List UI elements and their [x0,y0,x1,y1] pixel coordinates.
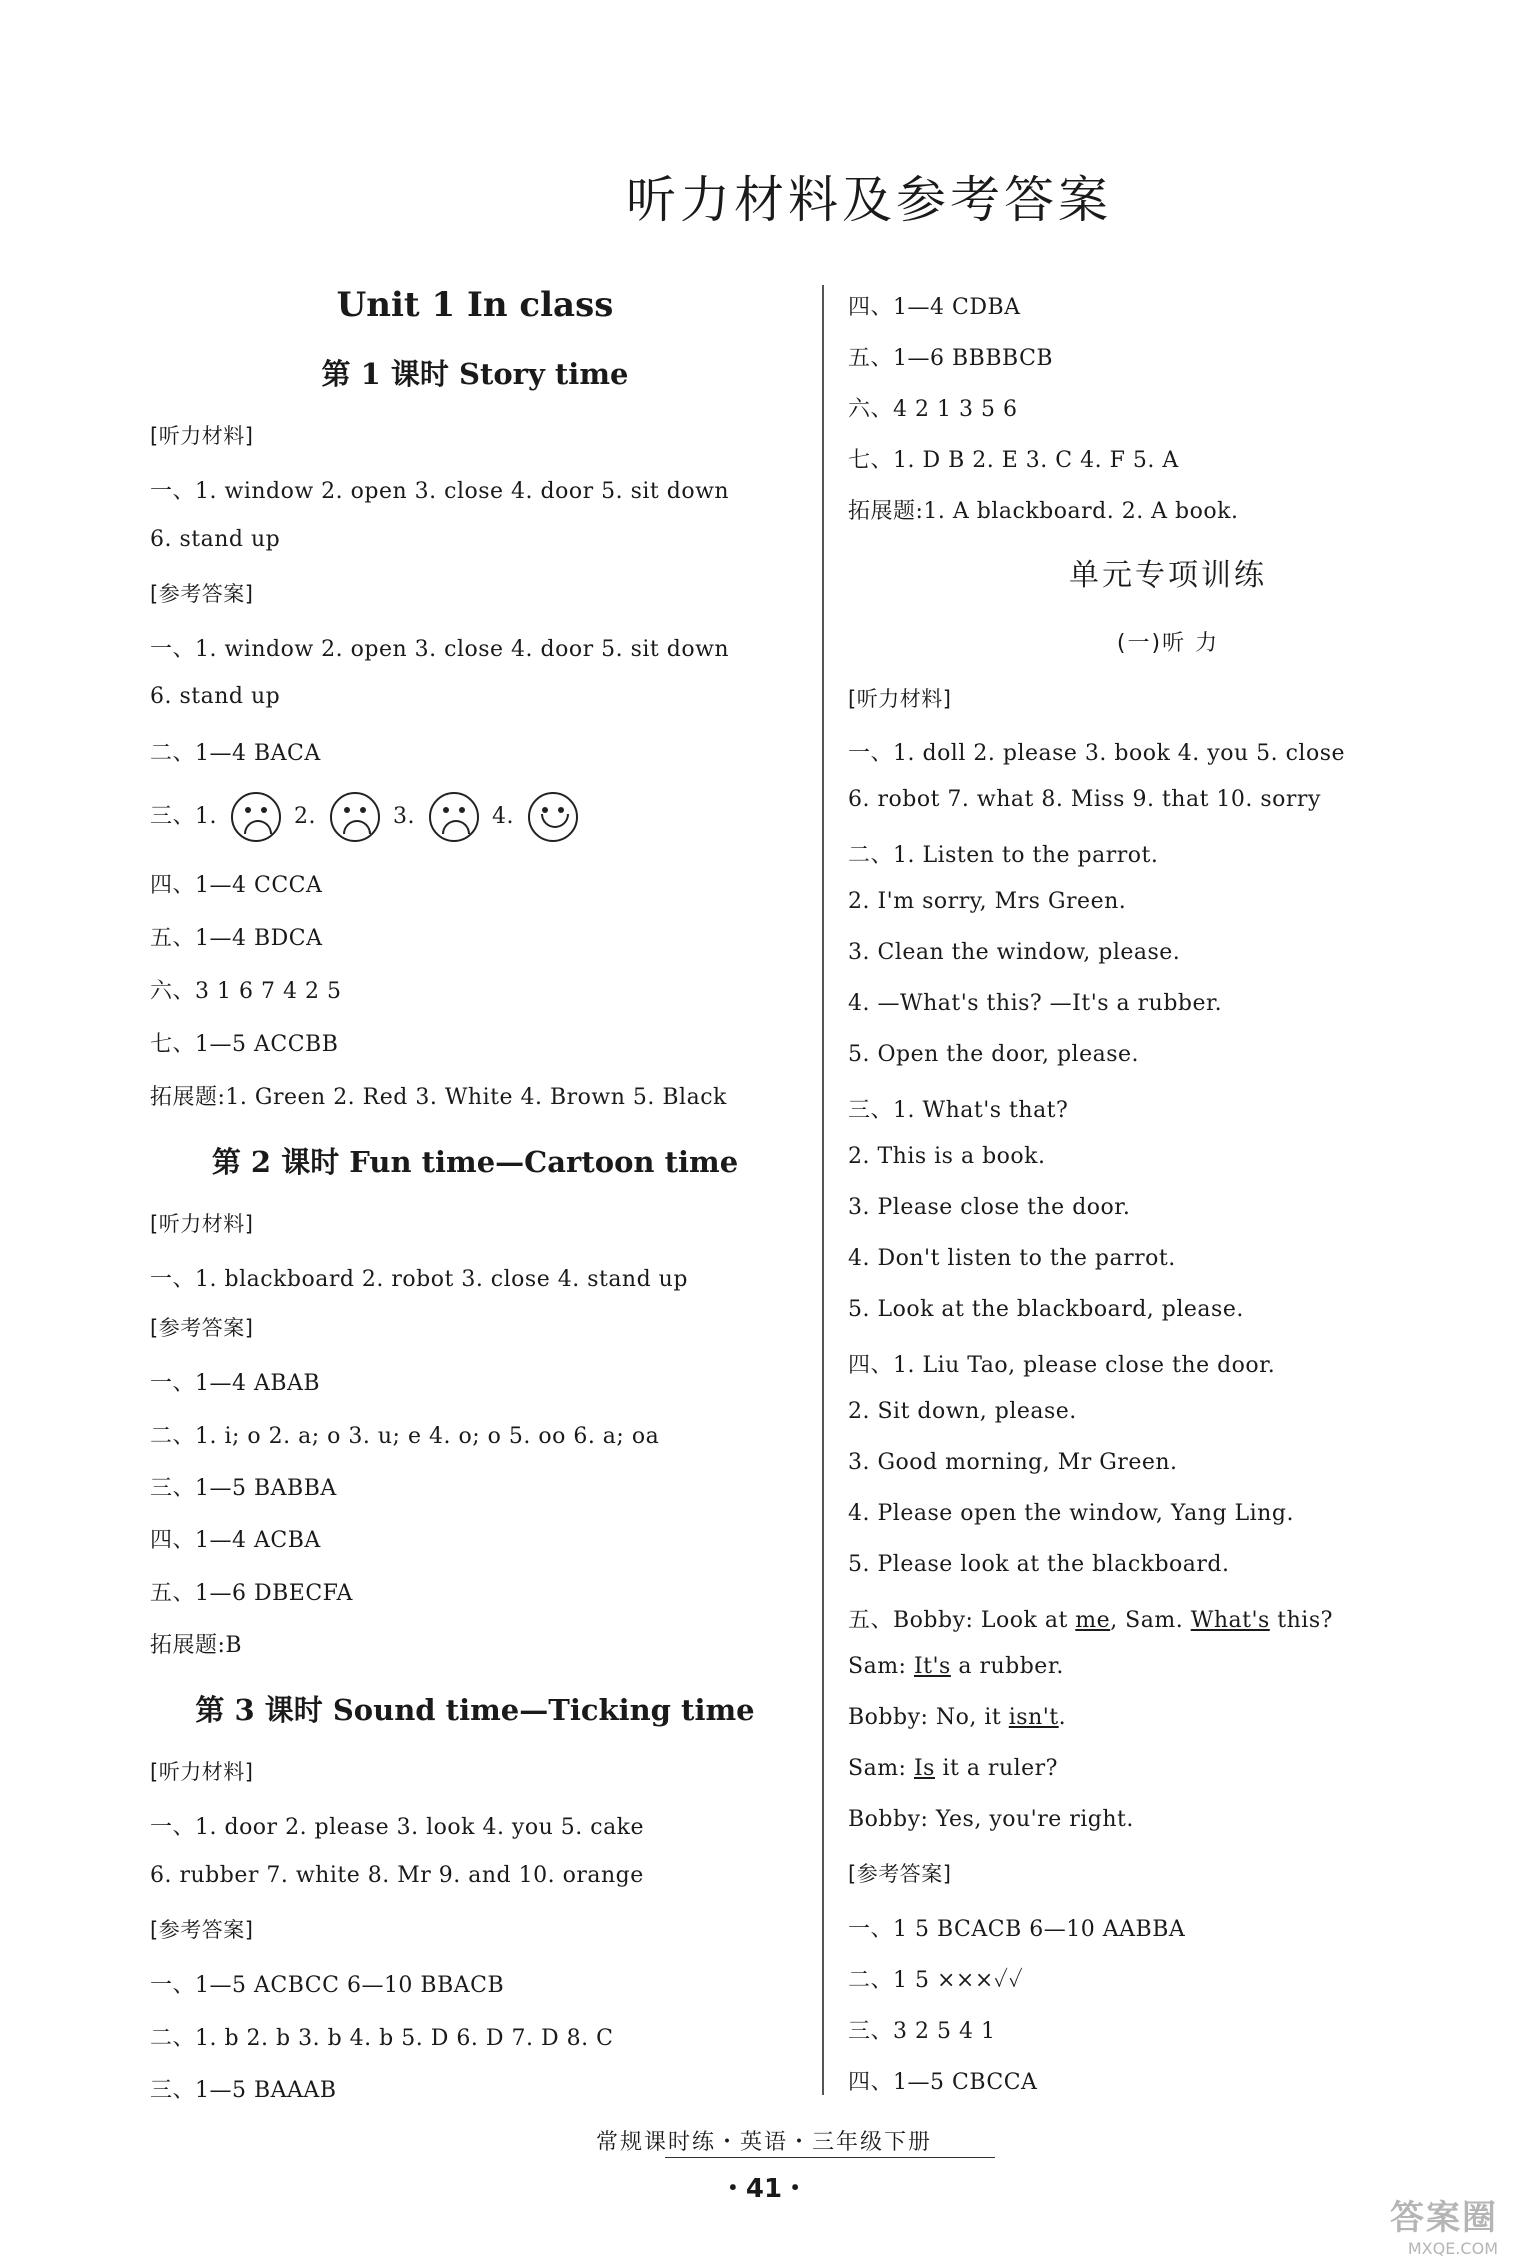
answer-key-tag: [参考答案] [150,1918,254,1942]
answer-line: 三、3 2 5 4 1 [848,2019,996,2044]
answer-line: 3. Please close the door. [848,1195,1131,1220]
answer-line: 二、1. i; o 2. a; o 3. u; e 4. o; o 5. oo 6. a; oa [150,1424,660,1449]
answer-line: 5. Look at the blackboard, please. [848,1297,1244,1322]
answer-line: 七、1—5 ACCBB [150,1032,339,1057]
answer-line: 一、1. blackboard 2. robot 3. close 4. stand up [150,1267,688,1292]
watermark [1348,2190,1498,2258]
answer-line: 一、1. window 2. open 3. close 4. door 5. sit down [150,479,730,504]
answer-key-tag: [参考答案] [848,1862,952,1886]
answer-line: 五、1—6 BBBBCB [848,346,1054,371]
dialogue-line: 五、Bobby: Look at me, Sam. What's this? [848,1608,1333,1633]
listen-material-tag: [听力材料] [150,1760,254,1784]
answer-line: 一、1. doll 2. please 3. book 4. you 5. close [848,741,1346,766]
answer-line: 七、1. D B 2. E 3. C 4. F 5. A [848,448,1179,473]
answer-line: 四、1—4 ACBA [150,1528,321,1553]
answer-key-tag: [参考答案] [150,1316,254,1340]
dialogue-line: Sam: It's a rubber. [848,1654,1064,1679]
section-subtitle: (一)听 力 [1116,631,1220,656]
answer-line: 一、1 5 BCACB 6—10 AABBA [848,1917,1186,1942]
answer-line: 2. This is a book. [848,1144,1046,1169]
answer-line: 2. I'm sorry, Mrs Green. [848,889,1127,914]
answer-line: 6. robot 7. what 8. Miss 9. that 10. sorry [848,787,1321,812]
answer-line: 5. Open the door, please. [848,1042,1140,1067]
listen-material-tag: [听力材料] [150,1212,254,1236]
page-number: ・41・ [719,2174,809,2204]
sad-face-icon [429,792,479,842]
answer-line: 4. —What's this? —It's a rubber. [848,991,1223,1016]
watermark-url: MXQE.COM [1407,2239,1498,2258]
answer-line: 二、1—4 BACA [150,741,321,766]
watermark-logo: 答案圈 [1390,2198,1498,2238]
answer-line: 三、1—5 BABBA [150,1476,337,1501]
answer-line: 5. Please look at the blackboard. [848,1552,1230,1577]
answer-line: 2. Sit down, please. [848,1399,1077,1424]
answer-line: 四、1. Liu Tao, please close the door. [848,1353,1276,1378]
answer-line: 四、1—4 CDBA [848,295,1021,320]
answer-line: 二、1. b 2. b 3. b 4. b 5. D 6. D 7. D 8. C [150,2026,614,2051]
footer-book-title: 常规课时练・英语・三年级下册 [595,2130,932,2155]
answer-line: 三、1—5 BAAAB [150,2078,337,2103]
answer-line: 三、1. What's that? [848,1098,1069,1123]
answer-line: 一、1. door 2. please 3. look 4. you 5. cake [150,1815,645,1840]
answer-line: 一、1. window 2. open 3. close 4. door 5. sit down [150,637,730,662]
answer-line: 五、1—6 DBECFA [150,1581,353,1606]
sad-face-icon [330,792,380,842]
answer-line: 一、1—4 ABAB [150,1371,321,1396]
footer-rule [665,2157,995,2158]
answer-key-tag: [参考答案] [150,582,254,606]
answer-line: 二、1 5 ×××✓✓ [848,1968,1024,1993]
answer-line: 四、1—5 CBCCA [848,2070,1038,2095]
page-title: 听力材料及参考答案 [626,171,1112,229]
answer-line: 3. Good morning, Mr Green. [848,1450,1178,1475]
listen-material-tag: [听力材料] [150,424,254,448]
listen-material-tag: [听力材料] [848,687,952,711]
answer-line: 六、4 2 1 3 5 6 [848,397,1018,422]
answer-line: 五、1—4 BDCA [150,926,323,951]
lesson-2-title: 第 2 课时 Fun time—Cartoon time [211,1145,739,1179]
answer-line: 拓展题:1. A blackboard. 2. A book. [848,499,1239,524]
dialogue-line: Bobby: No, it isn't. [848,1705,1067,1730]
dialogue-line: Bobby: Yes, you're right. [848,1807,1134,1832]
answer-line: 二、1. Listen to the parrot. [848,843,1159,868]
faces-answer-line [150,792,584,842]
lesson-1-title: 第 1 课时 Story time [321,357,629,391]
answer-number: 3. [393,804,415,829]
answer-line: 4. Don't listen to the parrot. [848,1246,1176,1271]
answer-line: 6. stand up [150,684,281,709]
answer-line: 四、1—4 CCCA [150,873,323,898]
answer-number: 2. [294,804,316,829]
answer-line: 一、1—5 ACBCC 6—10 BBACB [150,1973,505,1998]
happy-face-icon [528,792,578,842]
answer-line: 3. Clean the window, please. [848,940,1181,965]
section-title: 单元专项训练 [1069,558,1267,593]
sad-face-icon [231,792,281,842]
unit-title: Unit 1 In class [336,285,614,325]
answer-prefix: 三、1. [150,804,217,829]
answer-line: 六、3 1 6 7 4 2 5 [150,979,342,1004]
answer-number: 4. [492,804,514,829]
answer-line: 拓展题:1. Green 2. Red 3. White 4. Brown 5. Black [150,1085,727,1110]
dialogue-line: Sam: Is it a ruler? [848,1756,1058,1781]
answer-line: 6. rubber 7. white 8. Mr 9. and 10. orange [150,1863,644,1888]
lesson-3-title: 第 3 课时 Sound time—Ticking time [195,1693,755,1727]
column-divider [822,285,824,2095]
answer-line: 6. stand up [150,527,281,552]
answer-line: 拓展题:B [150,1633,243,1658]
answer-line: 4. Please open the window, Yang Ling. [848,1501,1294,1526]
